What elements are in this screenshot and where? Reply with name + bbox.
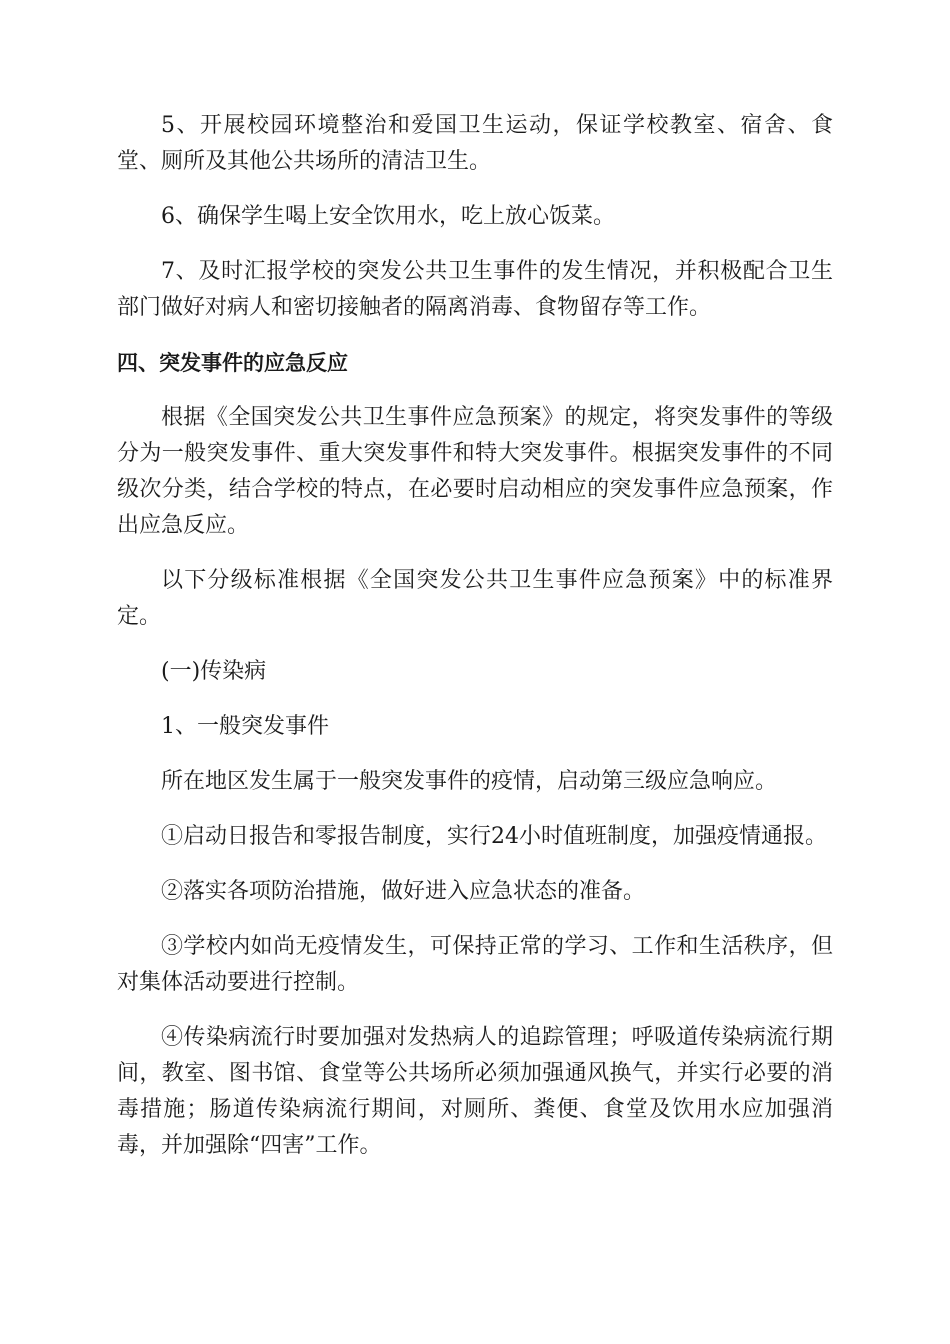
paragraph-intro: 根据《全国突发公共卫生事件应急预案》的规定，将突发事件的等级分为一般突发事件、重大突发事件和特大突发事件。根据突发事件的不同级次分类，结合学校的特点，在必要时启动相应的突发事件应急预案，作出应急反应。 [117, 405, 833, 538]
measure-item-4: ④传染病流行时要加强对发热病人的追踪管理；呼吸道传染病流行期间，教室、图书馆、食堂等公共场所必须加强通风换气，并实行必要的消毒措施；肠道传染病流行期间，对厕所、粪便、食堂及饮用水应加强消毒，并加强除“四害”工作。 [117, 1025, 833, 1158]
section-heading: 四、突发事件的应急反应 [117, 351, 348, 375]
document-body [117, 108, 833, 1183]
measure-item-2: ②落实各项防治措施，做好进入应急状态的准备。 [161, 879, 646, 904]
measure-item-1: ①启动日报告和零报告制度，实行24小时值班制度，加强疫情通报。 [161, 824, 827, 849]
paragraph-item-6: 6、确保学生喝上安全饮用水，吃上放心饭菜。 [161, 204, 615, 229]
paragraph-grading-standard: 以下分级标准根据《全国突发公共卫生事件应急预案》中的标准界定。 [117, 568, 833, 629]
paragraph-item-7: 7、及时汇报学校的突发公共卫生事件的发生情况，并积极配合卫生部门做好对病人和密切接触者的隔离消毒、食物留存等工作。 [117, 259, 833, 320]
subsection-heading-general-event: 1、一般突发事件 [161, 714, 329, 739]
paragraph-item-5: 5、开展校园环境整治和爱国卫生运动，保证学校教室、宿舍、食堂、厕所及其他公共场所的清洁卫生。 [117, 113, 833, 174]
subsection-heading-infectious-disease: (一)传染病 [161, 659, 267, 684]
measure-item-3: ③学校内如尚无疫情发生，可保持正常的学习、工作和生活秩序，但对集体活动要进行控制。 [117, 934, 833, 995]
paragraph-third-level-response: 所在地区发生属于一般突发事件的疫情，启动第三级应急响应。 [161, 769, 778, 794]
